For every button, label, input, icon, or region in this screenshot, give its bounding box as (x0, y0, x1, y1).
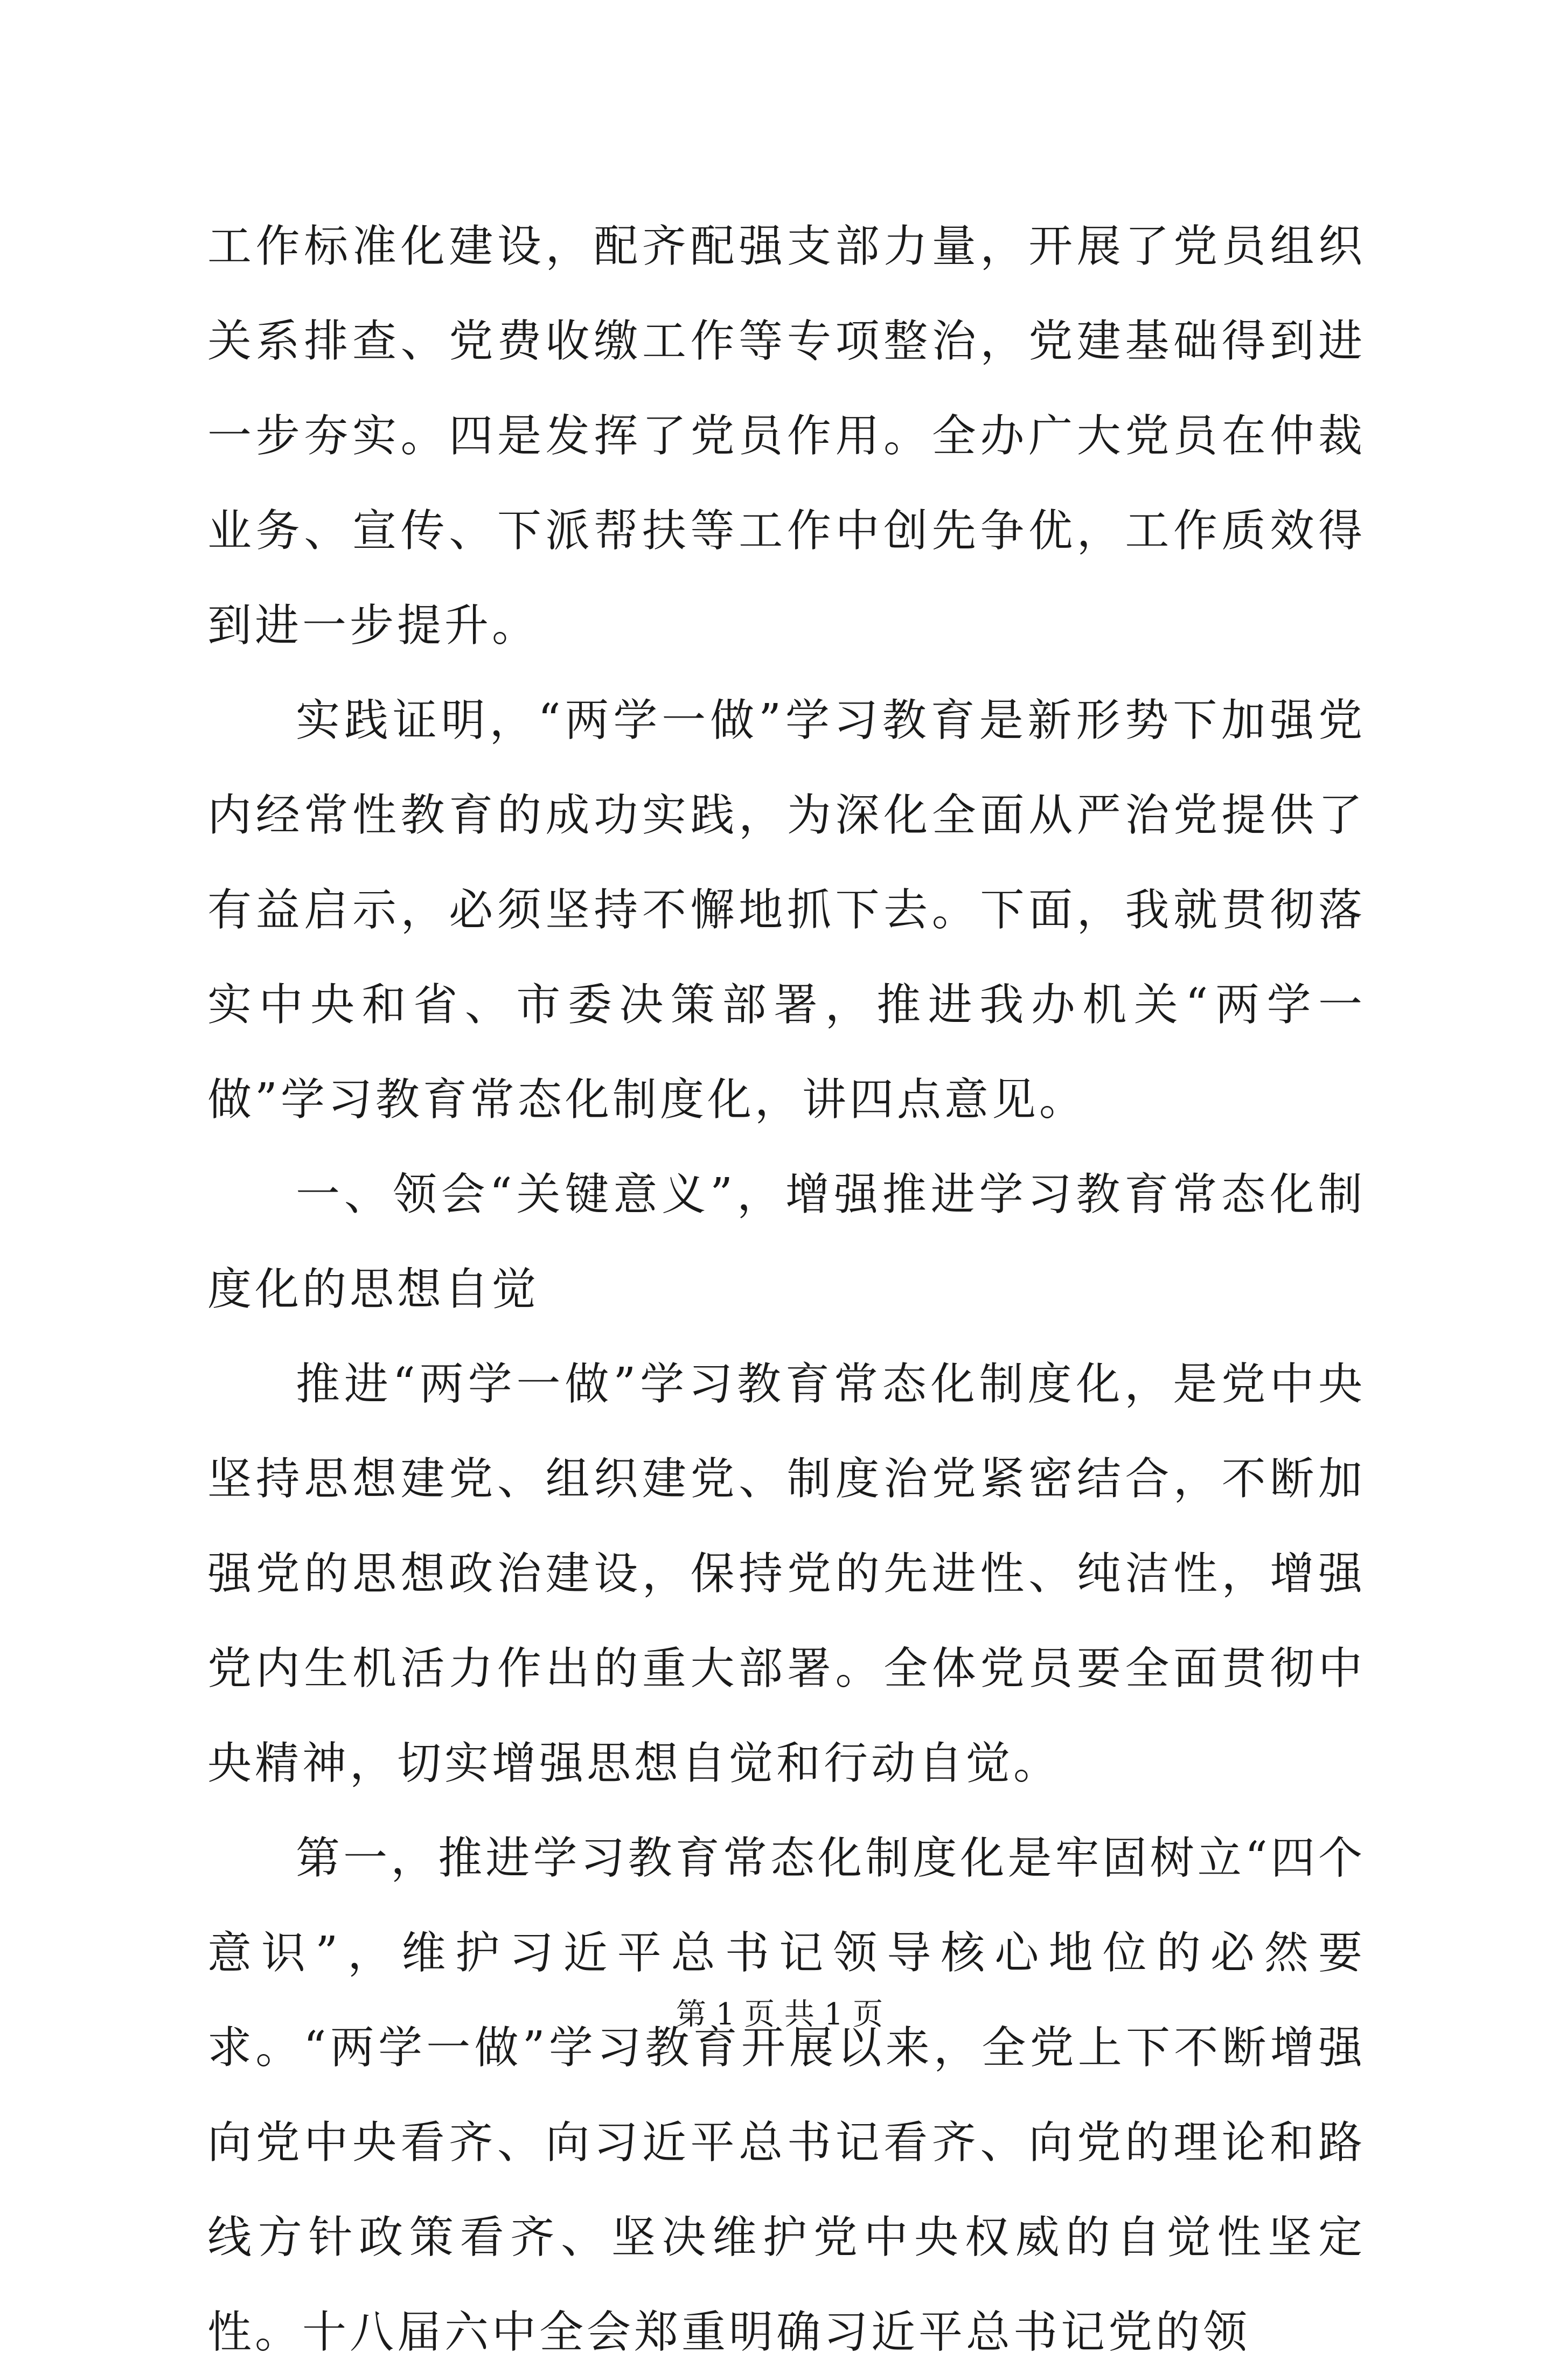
document-body (207, 199, 1366, 2380)
paragraph-promote-normalization: 推进“两学一做”学习教育常态化制度化，是党中央坚持思想建党、组织建党、制度治党紧密结合，不断加强党的思想政治建设，保持党的先进性、纯洁性，增强党内生机活力作出的重大部署。全体党员要全面贯彻中央精神，切实增强思想自觉和行动自觉。 (207, 1359, 1366, 1789)
section-heading-one: 一、领会“关键意义”，增强推进学习教育常态化制度化的思想自觉 (207, 1169, 1366, 1315)
paragraph-first-point: 第一，推进学习教育常态化制度化是牢固树立“四个意识”，维护习近平总书记领导核心地位的必然要求。“两学一做”学习教育开展以来，全党上下不断增强向党中央看齐、向习近平总书记看齐、向党的理论和路线方针政策看齐、坚决维护党中央权威的自觉性坚定性。十八届六中全会郑重明确习近平总书记党的领 (207, 1833, 1366, 2358)
paragraph-practice-proof: 实践证明，“两学一做”学习教育是新形势下加强党内经常性教育的成功实践，为深化全面从严治党提供了有益启示，必须坚持不懈地抓下去。下面，我就贯彻落实中央和省、市委决策部署，推进我办机关“两学一做”学习教育常态化制度化，讲四点意见。 (207, 695, 1366, 1125)
paragraph-continuation: 工作标准化建设，配齐配强支部力量，开展了党员组织关系排查、党费收缴工作等专项整治，党建基础得到进一步夯实。四是发挥了党员作用。全办广大党员在仲裁业务、宣传、下派帮扶等工作中创先争优，工作质效得到进一步提升。 (207, 221, 1366, 651)
page-footer: 第 1 页 共 1 页 (676, 1997, 883, 2032)
